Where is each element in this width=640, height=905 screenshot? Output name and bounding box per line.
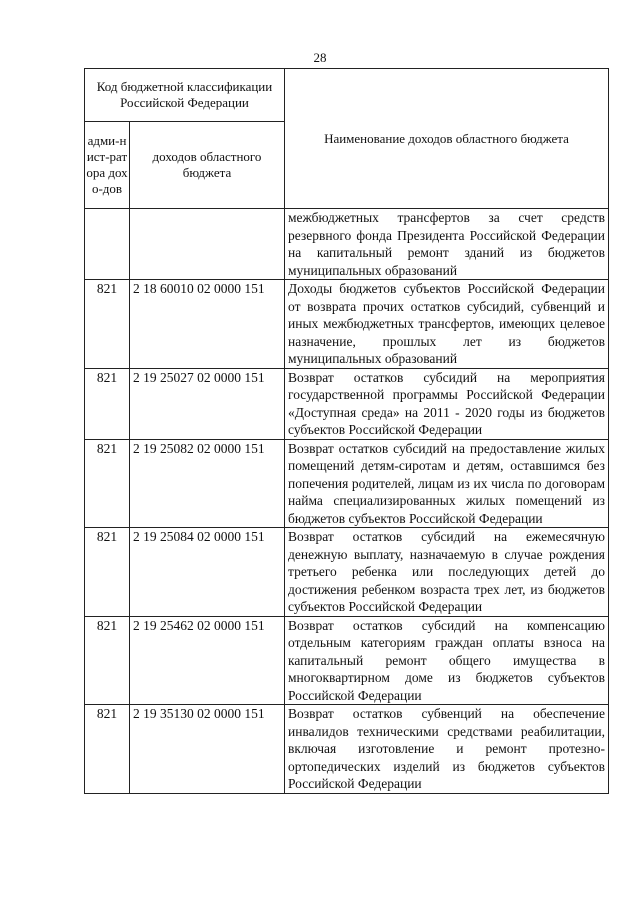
continuation-admin [85, 209, 130, 280]
row-name: Возврат остатков субсидий на предоставление жилых помещений детям-сиротам и детям, оставшимся без попечения родителей, лицам из их числа по договорам найма специализированных жилых помещений из бюджетов субъектов Российской Федерации [285, 439, 609, 528]
income-table [84, 68, 609, 794]
row-code: 2 19 35130 02 0000 151 [130, 705, 285, 794]
table-row [85, 616, 609, 705]
page-number: 28 [313, 50, 327, 65]
row-name: Возврат остатков субсидий на компенсацию отдельным категориям граждан оплаты взноса на капитальный ремонт общего имущества в многоквартирном доме из бюджетов субъектов Российской Федерации [285, 616, 609, 705]
continuation-name: межбюджетных трансфертов за счет средств резервного фонда Президента Российской Федерации на капитальный ремонт зданий из бюджетов муниципальных образований [285, 209, 609, 280]
table-row [85, 705, 609, 794]
row-code: 2 19 25084 02 0000 151 [130, 528, 285, 617]
table-row [85, 368, 609, 439]
row-admin: 821 [85, 528, 130, 617]
header-group-title: Код бюджетной классификации Российской Федерации [85, 69, 285, 122]
row-admin: 821 [85, 705, 130, 794]
table-row [85, 280, 609, 369]
row-name: Возврат остатков субсидий на ежемесячную денежную выплату, назначаемую в случае рождения третьего ребенка или последующих детей до достижения ребенком возраста трех лет, из бюджетов субъектов Российской Федерации [285, 528, 609, 617]
row-admin: 821 [85, 616, 130, 705]
header-income: доходов областного бюджета [130, 122, 285, 209]
row-name: Возврат остатков субсидий на мероприятия государственной программы Российской Федерации «Доступная среда» на 2011 - 2020 годы из бюджетов субъектов Российской Федерации [285, 368, 609, 439]
row-admin: 821 [85, 368, 130, 439]
row-name: Возврат остатков субвенций на обеспечение инвалидов техническими средствами реабилитации, включая изготовление и ремонт протезно-ортопедических изделий из бюджетов субъектов Российской Федерации [285, 705, 609, 794]
continuation-code [130, 209, 285, 280]
row-code: 2 19 25462 02 0000 151 [130, 616, 285, 705]
row-code: 2 19 25027 02 0000 151 [130, 368, 285, 439]
row-admin: 821 [85, 280, 130, 369]
header-row-1 [85, 69, 609, 122]
table-row [85, 528, 609, 617]
header-name: Наименование доходов областного бюджета [285, 69, 609, 209]
continuation-row [85, 209, 609, 280]
row-code: 2 19 25082 02 0000 151 [130, 439, 285, 528]
row-name: Доходы бюджетов субъектов Российской Федерации от возврата прочих остатков субсидий, субвенций и иных межбюджетных трансфертов, имеющих целевое назначение, прошлых лет из бюджетов муниципальных образований [285, 280, 609, 369]
row-code: 2 18 60010 02 0000 151 [130, 280, 285, 369]
header-admin: адми-нист-ратора дохо-дов [85, 122, 130, 209]
row-admin: 821 [85, 439, 130, 528]
table-row [85, 439, 609, 528]
